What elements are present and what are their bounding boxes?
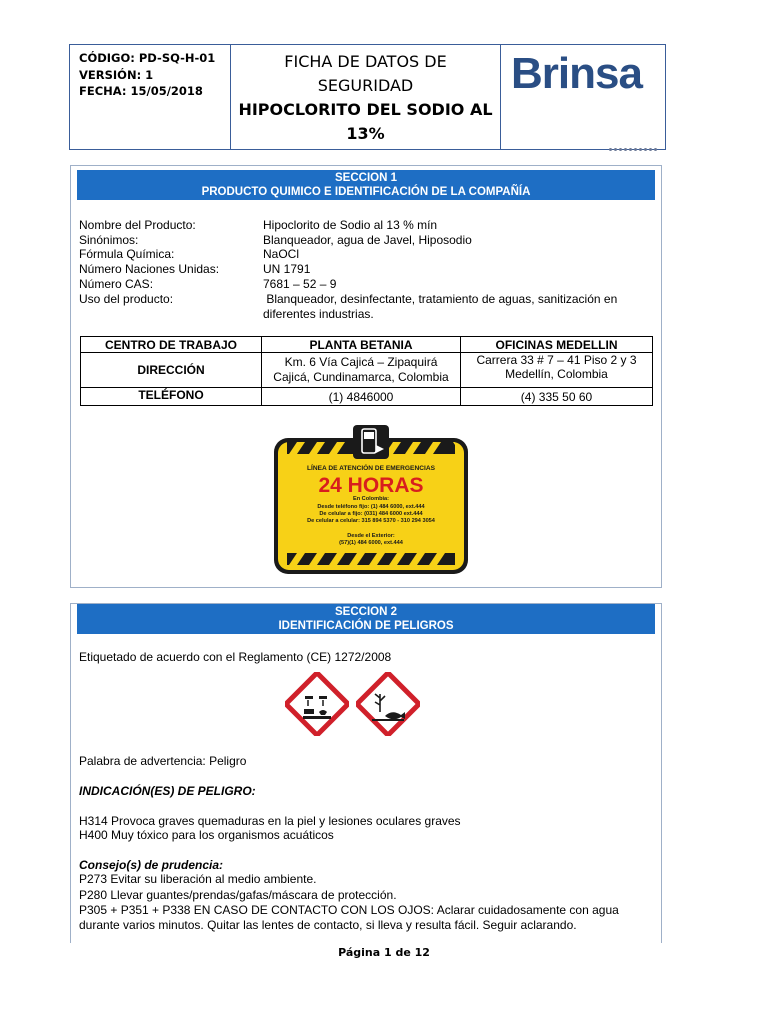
document-version: VERSIÓN: 1 [79, 67, 154, 82]
field-value-uso: Blanqueador, desinfectante, tratamiento de aguas, sanitización en [263, 292, 618, 306]
company-info-table [80, 336, 653, 406]
field-label-sinonimos: Sinónimos: [79, 233, 139, 247]
table-cell-telefono-label: TELÉFONO [81, 388, 262, 406]
field-value-uso-line2: diferentes industrias. [263, 307, 374, 321]
corrosion-hazard-icon [285, 672, 349, 736]
table-cell-telefono-betania: (1) 4846000 [262, 388, 461, 406]
emergency-celular-fijo: De celular a fijo: (031) 484 6000 ext.444 [319, 511, 423, 517]
section-1-title: PRODUCTO QUIMICO E IDENTIFICACIÓN DE LA COMPAÑÍA [201, 186, 531, 198]
field-value-formula: NaOCl [263, 247, 300, 261]
precaution-p305-line1: P305 + P351 + P338 EN CASO DE CONTACTO CON LOS OJOS: Aclarar cuidadosamente con agua [79, 903, 619, 917]
section-1-header [77, 170, 655, 200]
section-2-header [77, 604, 655, 634]
field-label-uso: Uso del producto: [79, 292, 174, 306]
emergency-exterior-number: (57)(1) 484 6000, ext.444 [339, 540, 403, 546]
table-cell-direccion-medellin [461, 353, 653, 388]
table-cell-direccion-label: DIRECCIÓN [81, 353, 262, 388]
field-value-sinonimos: Blanqueador, agua de Javel, Hiposodio [263, 233, 472, 247]
logo-dots-icon [607, 138, 657, 156]
section-2-number: SECCION 2 [335, 606, 397, 618]
hazard-h314: H314 Provoca graves quemaduras en la piel y lesiones oculares graves [79, 814, 461, 828]
document-code: CÓDIGO: PD-SQ-H-01 [79, 51, 216, 65]
field-label-cas: Número CAS: [79, 277, 154, 291]
emergency-en-colombia: En Colombia: [352, 496, 390, 502]
document-control-info [70, 45, 231, 149]
table-cell-direccion-betania [262, 353, 461, 388]
page-number: Página 1 de 12 [338, 946, 430, 959]
hazard-h400: H400 Muy tóxico para los organismos acuáticos [79, 828, 334, 842]
emergency-line-sign [273, 425, 469, 575]
field-value-un: UN 1791 [263, 262, 311, 276]
emergency-line-title: LÍNEA DE ATENCIÓN DE EMERGENCIAS [307, 465, 435, 472]
section-2-title: IDENTIFICACIÓN DE PELIGROS [278, 620, 454, 632]
field-label-un: Número Naciones Unidas: [79, 262, 220, 276]
title-line-1: FICHA DE DATOS DE [284, 52, 447, 71]
title-line-4: 13% [346, 124, 385, 143]
table-row [81, 388, 653, 406]
hazard-stripes-bottom [287, 553, 455, 565]
consejos-title: Consejo(s) de prudencia: [79, 858, 224, 872]
table-header-cell: PLANTA BETANIA [262, 337, 461, 353]
phone-icon [353, 425, 389, 459]
palabra-advertencia: Palabra de advertencia: Peligro [79, 754, 247, 768]
etiquetado-text: Etiquetado de acuerdo con el Reglamento (CE) 1272/2008 [79, 650, 392, 664]
field-value-nombre: Hipoclorito de Sodio al 13 % mín [263, 218, 438, 232]
emergency-fijo: Desde teléfono fijo: (1) 484 6000, ext.444 [317, 504, 425, 510]
table-header-row [81, 337, 653, 353]
field-value-cas: 7681 – 52 – 9 [263, 277, 337, 291]
emergency-celular-celular: De celular a celular: 315 894 5370 - 310 294 3054 [307, 518, 435, 524]
section-1-number: SECCION 1 [335, 172, 397, 184]
logo-text: Brinsa [511, 49, 642, 98]
field-label-formula: Fórmula Química: [79, 247, 175, 261]
document-date: FECHA: 15/05/2018 [79, 84, 203, 98]
company-logo [501, 45, 665, 149]
precaution-p305-line2: durante varios minutos. Quitar las lentes de contacto, si lleva y resulta fácil. Seguir aclarando. [79, 918, 577, 932]
document-header [69, 44, 666, 150]
indicaciones-title: INDICACIÓN(ES) DE PELIGRO: [79, 784, 256, 798]
title-line-3: HIPOCLORITO DEL SODIO AL [238, 100, 493, 119]
document-title [231, 45, 501, 149]
direccion-medellin-line1: Carrera 33 # 7 – 41 Piso 2 y 3 [476, 353, 637, 367]
table-header-cell: OFICINAS MEDELLIN [461, 337, 653, 353]
table-header-cell: CENTRO DE TRABAJO [81, 337, 262, 353]
environment-hazard-icon [356, 672, 420, 736]
field-label-nombre: Nombre del Producto: [79, 218, 196, 232]
direccion-medellin-line2: Medellín, Colombia [505, 367, 608, 381]
table-cell-telefono-medellin: (4) 335 50 60 [461, 388, 653, 406]
title-line-2: SEGURIDAD [317, 76, 414, 95]
direccion-betania-line2: Cajicá, Cundinamarca, Colombia [273, 370, 449, 384]
table-row [81, 353, 653, 388]
precaution-p273: P273 Evitar su liberación al medio ambiente. [79, 872, 317, 886]
emergency-exterior: Desde el Exterior: [347, 533, 395, 539]
direccion-betania-line1: Km. 6 Vía Cajicá – Zipaquirá [284, 355, 438, 369]
emergency-24-horas: 24 HORAS [318, 474, 424, 497]
precaution-p280: P280 Llevar guantes/prendas/gafas/máscara de protección. [79, 888, 397, 902]
